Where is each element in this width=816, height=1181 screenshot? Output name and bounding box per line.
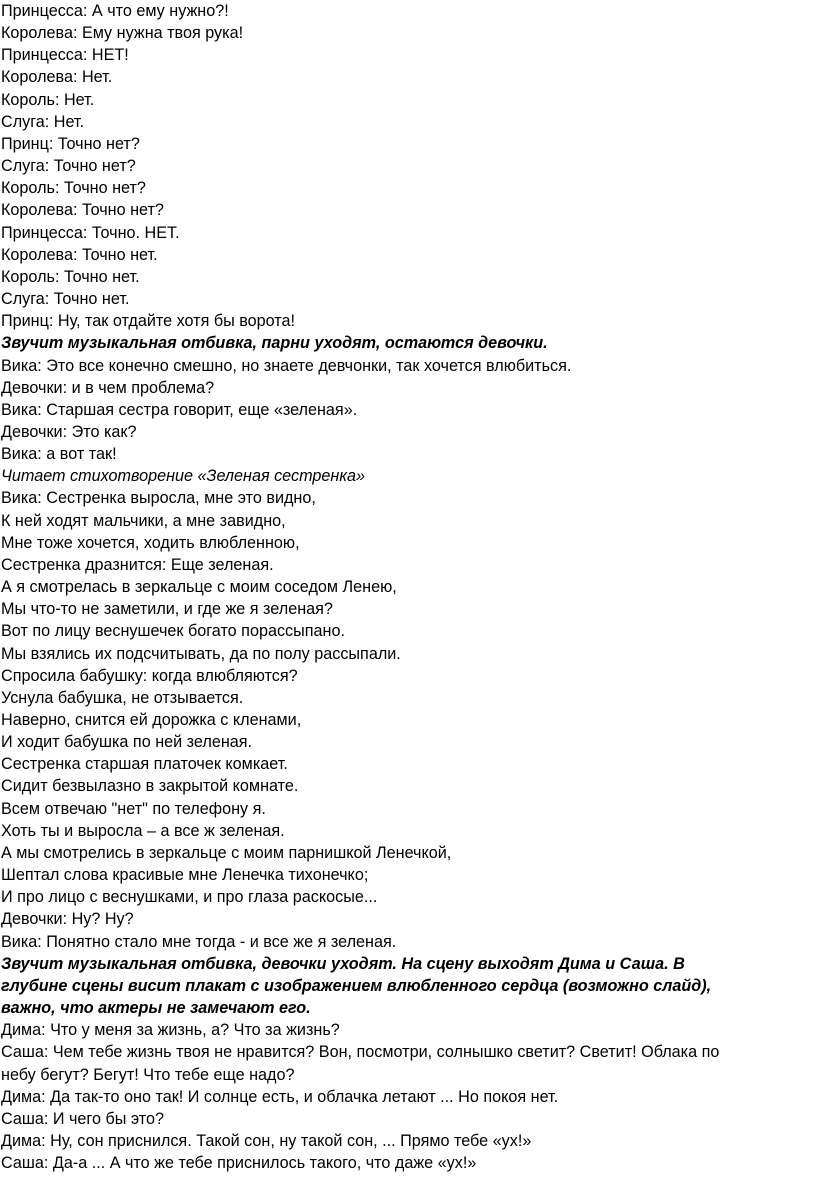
dialogue-line: Вот по лицу веснушечек богато порассыпано. [1, 622, 345, 641]
dialogue-line: небу бегут? Бегут! Что тебе еще надо? [1, 1065, 295, 1084]
dialogue-line: Саша: Да-а ... А что же тебе приснилось такого, что даже «ух!» [1, 1154, 477, 1173]
dialogue-line: Сестренка дразнится: Еще зеленая. [1, 555, 274, 574]
dialogue-line: Король: Точно нет. [1, 267, 140, 286]
dialogue-line: Дима: Да так-то оно так! И солнце есть, и облачка летают ... Но покоя нет. [1, 1087, 559, 1106]
dialogue-line: Принц: Точно нет? [1, 134, 140, 153]
dialogue-line: Девочки: Ну? Ну? [1, 910, 134, 929]
dialogue-line: Шептал слова красивые мне Ленечка тихонечко; [1, 866, 369, 885]
dialogue-line: Принцесса: А что ему нужно?! [1, 2, 229, 20]
dialogue-line: Мне тоже хочется, ходить влюбленною, [1, 533, 300, 552]
dialogue-line: Королева: Нет. [1, 68, 113, 87]
dialogue-line: Принц: Ну, так отдайте хотя бы ворота! [1, 312, 296, 331]
dialogue-line: И про лицо с веснушками, и про глаза раскосые... [1, 888, 378, 907]
dialogue-line: Королева: Точно нет. [1, 245, 158, 264]
dialogue-line: Спросила бабушку: когда влюбляются? [1, 666, 298, 685]
stage-direction-line: Звучит музыкальная отбивка, девочки уходят. На сцену выходят Дима и Саша. В [1, 954, 685, 973]
dialogue-line: Девочки: Это как? [1, 422, 137, 441]
dialogue-line: Слуга: Точно нет. [1, 290, 130, 309]
dialogue-line: Сидит безвылазно в закрытой комнате. [1, 777, 299, 796]
dialogue-line: Сестренка старшая платочек комкает. [1, 755, 288, 774]
dialogue-line: Слуга: Нет. [1, 112, 85, 131]
dialogue-line: Король: Точно нет? [1, 179, 146, 198]
stage-direction-line: Звучит музыкальная отбивка, парни уходят, остаются девочки. [1, 334, 548, 353]
dialogue-line: Саша: И чего бы это? [1, 1109, 165, 1128]
stage-direction-line: глубине сцены висит плакат с изображением влюбленного сердца (возможно слайд), [1, 976, 712, 995]
dialogue-line: Вика: Понятно стало мне тогда - и все же я зеленая. [1, 932, 397, 951]
dialogue-line: Вика: а вот так! [1, 445, 117, 464]
dialogue-line: Всем отвечаю "нет" по телефону я. [1, 799, 266, 818]
dialogue-line: К ней ходят мальчики, а мне завидно, [1, 511, 286, 530]
dialogue-line: А я смотрелась в зеркальце с моим соседом Ленею, [1, 578, 397, 597]
dialogue-line: Саша: Чем тебе жизнь твоя не нравится? Вон, посмотри, солнышко светит? Светит! Облака по [1, 1043, 720, 1062]
dialogue-line: Наверно, снится ей дорожка с кленами, [1, 711, 302, 729]
dialogue-line: А мы смотрелись в зеркальце с моим парнишкой Ленечкой, [1, 843, 452, 862]
dialogue-line: Король: Нет. [1, 90, 95, 109]
dialogue-line: Королева: Точно нет? [1, 201, 164, 220]
dialogue-line: Вика: Это все конечно смешно, но знаете девчонки, так хочется влюбиться. [1, 356, 572, 375]
dialogue-line: Слуга: Точно нет? [1, 157, 136, 176]
dialogue-line: Мы взялись их подсчитывать, да по полу рассыпали. [1, 644, 401, 663]
dialogue-line: Принцесса: НЕТ! [1, 46, 129, 65]
dialogue-line: Хоть ты и выросла – а все ж зеленая. [1, 821, 285, 840]
stage-direction-line: Читает стихотворение «Зеленая сестренка» [1, 467, 365, 486]
stage-direction-line: важно, что актеры не замечают его. [1, 999, 311, 1018]
dialogue-line: Уснула бабушка, не отзывается. [1, 688, 244, 707]
dialogue-line: Вика: Старшая сестра говорит, еще «зеленая». [1, 400, 358, 419]
script-document [1, 0, 813, 1174]
dialogue-line: Дима: Что у меня за жизнь, а? Что за жизнь? [1, 1021, 340, 1040]
dialogue-line: И ходит бабушка по ней зеленая. [1, 733, 253, 752]
dialogue-line: Девочки: и в чем проблема? [1, 378, 215, 397]
dialogue-line: Принцесса: Точно. НЕТ. [1, 223, 180, 242]
dialogue-line: Королева: Ему нужна твоя рука! [1, 24, 244, 43]
dialogue-line: Дима: Ну, сон приснился. Такой сон, ну такой сон, ... Прямо тебе «ух!» [1, 1131, 532, 1150]
dialogue-line: Мы что-то не заметили, и где же я зеленая? [1, 600, 333, 619]
dialogue-line: Вика: Сестренка выросла, мне это видно, [1, 489, 316, 508]
